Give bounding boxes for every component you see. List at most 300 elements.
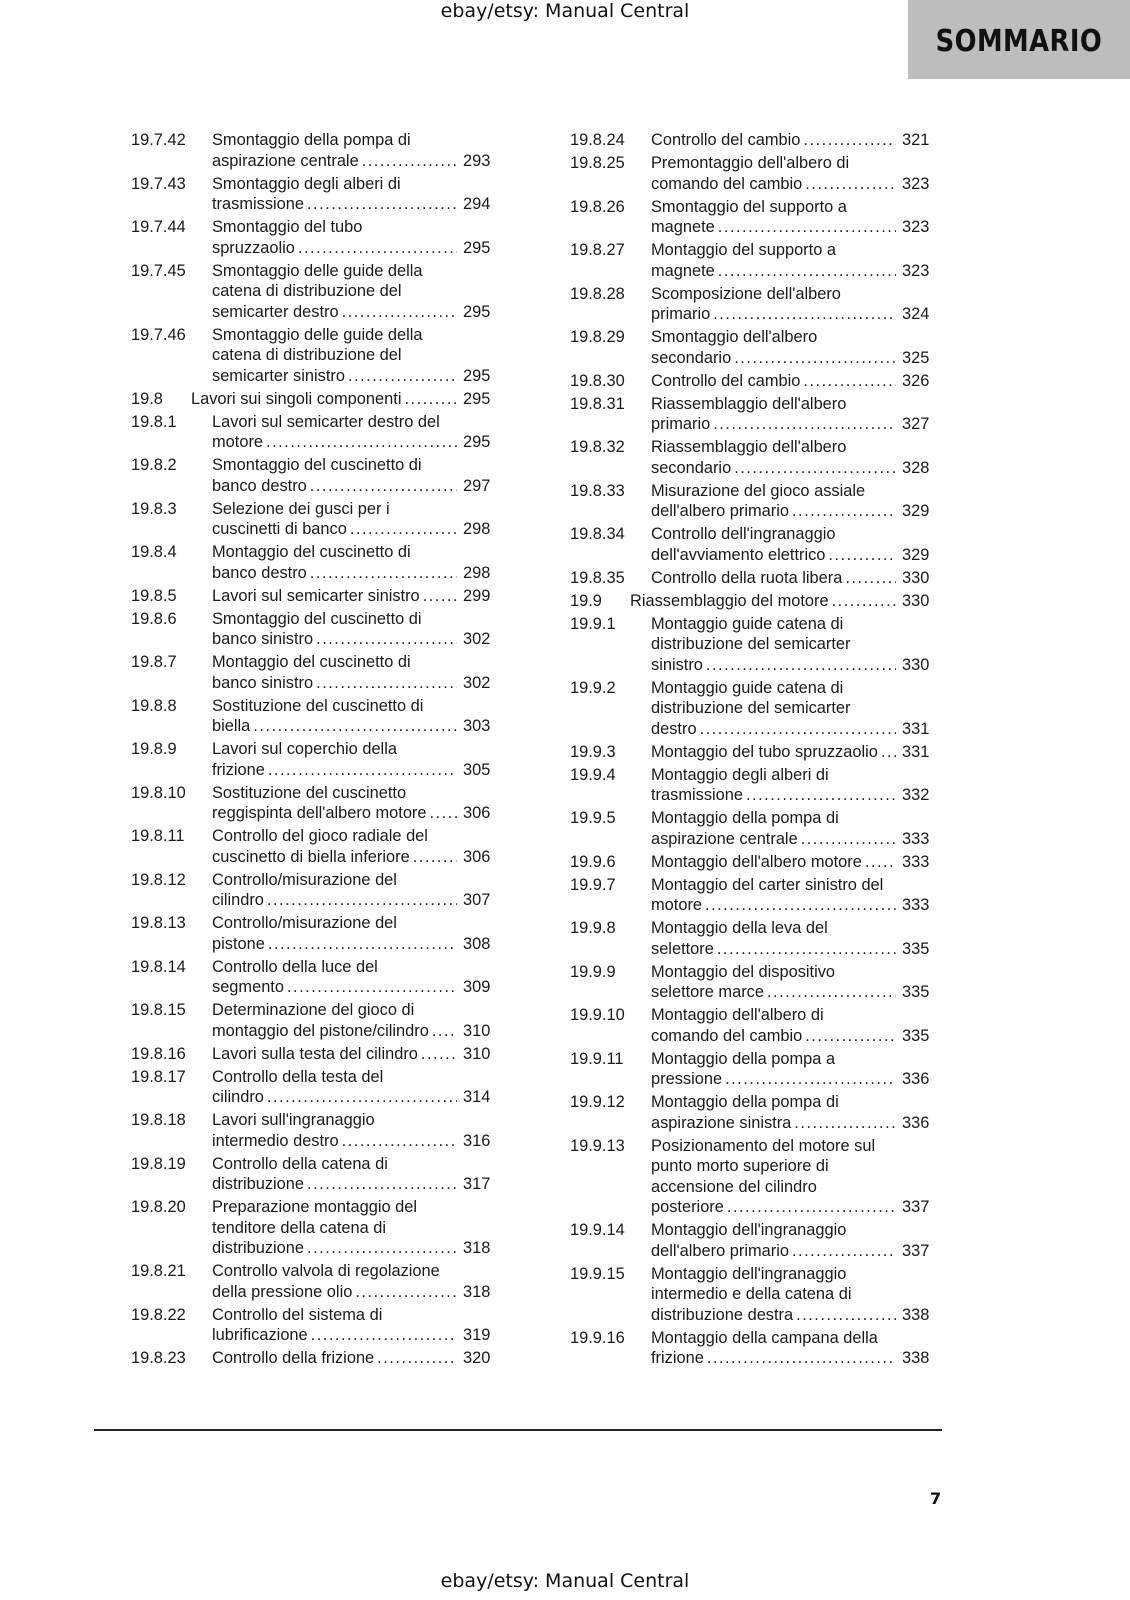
toc-entry-page: 308 [463, 934, 491, 953]
toc-entry-title-line: Controllo della testa del [212, 1067, 384, 1086]
toc-entry-page: 332 [902, 786, 930, 804]
toc-dot-leader [805, 1026, 896, 1047]
toc-entry-title-line: frizione [212, 760, 265, 779]
toc-entry-number: 19.8.24 [570, 131, 625, 149]
toc-dot-leader [348, 366, 457, 387]
toc-entry[interactable] [131, 455, 503, 496]
toc-entry-number: 19.9.12 [570, 1093, 625, 1111]
toc-dot-leader [310, 476, 457, 497]
toc-entry-page: 323 [902, 261, 930, 280]
toc-entry[interactable] [570, 1049, 942, 1090]
toc-entry-title-line: reggispinta dell'albero motore [212, 804, 427, 822]
toc-entry-number: 19.8.33 [570, 481, 625, 500]
toc-entry-number: 19.9.11 [570, 1049, 624, 1068]
toc-entry[interactable] [131, 826, 503, 867]
toc-entry-number: 19.8.27 [570, 241, 625, 259]
toc-entry-title-line: dell'albero primario [651, 502, 789, 520]
toc-dot-leader [803, 130, 896, 151]
toc-dot-leader [267, 1087, 457, 1108]
toc-entry[interactable] [570, 481, 942, 522]
toc-entry-number: 19.8.8 [131, 696, 177, 715]
toc-entry-number: 19.9.7 [570, 875, 616, 894]
toc-entry-number: 19.8.29 [570, 328, 625, 346]
toc-entry-page: 310 [463, 1021, 491, 1040]
toc-entry-number: 19.9.5 [570, 809, 616, 827]
toc-entry-page: 302 [463, 673, 491, 692]
toc-entry[interactable] [131, 412, 503, 453]
toc-entry[interactable] [570, 197, 942, 238]
toc-entry-title-line: selettore marce [651, 983, 764, 1001]
toc-entry-title-line: selettore [651, 939, 714, 958]
toc-entry-title-line: Controllo della frizione [212, 1349, 375, 1367]
toc-entry-title-line: aspirazione sinistra [651, 1113, 792, 1132]
toc-entry-title-line: trasmissione [651, 786, 743, 804]
toc-entry-title-line: Montaggio guide catena di [651, 614, 844, 633]
toc-entry-title-line: Smontaggio delle guide della [212, 325, 423, 344]
toc-entry-number: 19.8.7 [131, 653, 177, 671]
toc-entry[interactable] [570, 130, 942, 151]
toc-entry[interactable] [131, 783, 503, 824]
toc-entry-page: 323 [902, 174, 930, 193]
toc-entry[interactable] [570, 808, 942, 849]
toc-entry-page: 305 [463, 760, 491, 779]
toc-dot-leader [267, 890, 457, 911]
toc-entry-number: 19.7.45 [131, 261, 186, 280]
toc-entry-title-line: Smontaggio del cuscinetto di [212, 609, 422, 628]
toc-entry[interactable] [570, 284, 942, 325]
toc-entry-title-line: Smontaggio degli alberi di [212, 174, 401, 193]
toc-entry-page: 331 [902, 719, 930, 738]
toc-entry-title-line: pistone [212, 934, 265, 953]
toc-entry-title-line: Montaggio del cuscinetto di [212, 653, 411, 671]
toc-entry[interactable] [131, 739, 503, 780]
toc-entry-title-line: Montaggio del carter sinistro del [651, 875, 884, 894]
toc-entry-title-line: Controllo del cambio [651, 371, 801, 390]
toc-entry-title-line: Sostituzione del cuscinetto di [212, 696, 424, 715]
toc-entry-page: 331 [902, 742, 930, 761]
toc-entry-title-line: secondario [651, 348, 732, 367]
toc-entry[interactable] [570, 437, 942, 478]
toc-entry-page: 325 [902, 348, 930, 367]
toc-entry-number: 19.8.18 [131, 1111, 186, 1129]
toc-entry-title-line: Montaggio dell'albero motore [651, 852, 862, 871]
toc-entry-title-line: motore [212, 433, 264, 451]
toc-entry-number: 19.7.42 [131, 131, 186, 149]
toc-dot-leader [725, 1069, 896, 1090]
toc-entry[interactable] [570, 1328, 942, 1369]
toc-entry[interactable] [131, 609, 503, 650]
toc-entry[interactable] [570, 1220, 942, 1261]
toc-entry-number: 19.9.3 [570, 742, 616, 761]
toc-entry-title-line: Scomposizione dell'albero [651, 284, 841, 303]
toc-entry[interactable] [570, 852, 942, 873]
toc-entry-page: 328 [902, 458, 930, 477]
toc-entry-number: 19.8.14 [131, 957, 186, 976]
toc-dot-leader [342, 1131, 457, 1152]
toc-entry[interactable] [131, 586, 503, 607]
toc-entry-title-line: Montaggio della campana della [651, 1328, 878, 1347]
toc-entry-title-line: Smontaggio del supporto a [651, 197, 847, 216]
toc-dot-leader [718, 217, 896, 238]
toc-entry-number: 19.7.46 [131, 325, 186, 344]
toc-entry-title-line: montaggio del pistone/cilindro [212, 1021, 429, 1040]
toc-dot-leader [430, 803, 457, 824]
toc-entry-number: 19.8.1 [131, 412, 177, 431]
toc-entry-title-line: semicarter destro [212, 302, 339, 321]
toc-entry-title-line: Sostituzione del cuscinetto [212, 783, 407, 802]
toc-entry-title-line: Preparazione montaggio del [212, 1198, 418, 1216]
toc-entry-page: 329 [902, 545, 930, 564]
toc-entry-number: 19.8.26 [570, 197, 625, 216]
toc-entry[interactable] [570, 394, 942, 435]
toc-entry-page: 318 [463, 1239, 491, 1257]
toc-entry-title-line: dell'avviamento elettrico [651, 545, 826, 564]
toc-entry[interactable] [570, 678, 942, 740]
toc-entry-title-line: Controllo valvola di regolazione [212, 1262, 440, 1280]
toc-entry[interactable] [131, 389, 503, 410]
toc-dot-leader [298, 238, 457, 259]
toc-entry-title-line: catena di distribuzione del [212, 346, 402, 364]
toc-entry-page: 327 [902, 415, 930, 433]
toc-entry-title-line: Controllo dell'ingranaggio [651, 525, 836, 543]
toc-entry-title-line: punto morto superiore di [651, 1157, 829, 1175]
toc-entry-page: 324 [902, 305, 930, 323]
toc-entry-page: 295 [463, 389, 491, 408]
toc-entry-number: 19.8.25 [570, 154, 625, 172]
toc-dot-leader [310, 563, 457, 584]
toc-entry[interactable] [131, 1197, 503, 1259]
toc-entry-title-line: Smontaggio della pompa di [212, 131, 411, 149]
toc-entry-number: 19.8.15 [131, 1001, 186, 1019]
toc-entry-title-line: magnete [651, 218, 715, 236]
toc-entry-page: 295 [463, 302, 491, 321]
toc-entry-page: 333 [902, 852, 930, 871]
toc-dot-leader [307, 1174, 457, 1195]
toc-entry-title-line: Controllo della luce del [212, 957, 378, 976]
toc-entry[interactable] [570, 1005, 942, 1046]
toc-entry-title-line: cilindro [212, 1088, 264, 1106]
toc-entry[interactable] [131, 499, 503, 540]
toc-entry-page: 298 [463, 520, 491, 538]
toc-entry[interactable] [131, 325, 503, 387]
toc-entry[interactable] [131, 1261, 503, 1302]
toc-dot-leader [316, 629, 457, 650]
toc-entry-page: 330 [902, 655, 930, 674]
toc-dot-leader [832, 591, 896, 612]
toc-entry-number: 19.9.6 [570, 852, 616, 871]
toc-entry[interactable] [131, 957, 503, 998]
toc-entry-page: 307 [463, 891, 491, 909]
toc-entry[interactable] [570, 240, 942, 281]
toc-entry[interactable] [131, 217, 503, 258]
toc-dot-leader [727, 1197, 896, 1218]
toc-dot-leader [706, 655, 896, 676]
toc-dot-leader [767, 982, 896, 1003]
toc-entry[interactable] [570, 614, 942, 676]
toc-entry-number: 19.8.19 [131, 1154, 186, 1173]
toc-entry-title-line: Determinazione del gioco di [212, 1001, 415, 1019]
page-number: 7 [930, 1489, 942, 1508]
toc-entry[interactable] [131, 130, 503, 171]
toc-entry-number: 19.8.16 [131, 1044, 186, 1063]
toc-entry-title-line: Controllo della catena di [212, 1154, 388, 1173]
toc-entry-title-line: comando del cambio [651, 1026, 803, 1045]
toc-dot-leader [266, 432, 457, 453]
toc-dot-leader [794, 1113, 896, 1134]
toc-dot-leader [796, 1305, 896, 1326]
toc-dot-leader [307, 194, 457, 215]
toc-entry-title-line: primario [651, 305, 711, 323]
toc-entry-title-line: cilindro [212, 891, 264, 909]
toc-entry-title-line: distribuzione del semicarter [651, 635, 851, 653]
toc-entry-page: 333 [902, 896, 930, 914]
toc-entry-page: 323 [902, 218, 930, 236]
toc-entry-title-line: Riassemblaggio dell'albero [651, 394, 847, 413]
toc-entry-title-line: Lavori sui singoli componenti [191, 389, 402, 408]
toc-entry-page: 309 [463, 978, 491, 996]
toc-entry-page: 318 [463, 1282, 491, 1301]
toc-entry[interactable] [131, 1348, 503, 1369]
toc-entry-title-line: motore [651, 896, 703, 914]
toc-entry-page: 338 [902, 1349, 930, 1367]
watermark-top: ebay/etsy: Manual Central [440, 0, 690, 22]
toc-entry-number: 19.8.21 [131, 1262, 186, 1280]
toc-column-left [131, 130, 503, 1371]
toc-entry[interactable] [131, 1044, 503, 1065]
toc-entry-number: 19.9.2 [570, 678, 616, 697]
toc-entry-title-line: Premontaggio dell'albero di [651, 154, 850, 172]
toc-entry[interactable] [570, 875, 942, 916]
toc-entry-number: 19.8.17 [131, 1067, 186, 1086]
toc-entry-page: 337 [902, 1241, 930, 1260]
toc-dot-leader [713, 414, 896, 435]
toc-dot-leader [792, 1241, 896, 1262]
toc-entry-title-line: primario [651, 415, 711, 433]
toc-dot-leader [718, 261, 896, 282]
toc-entry-page: 294 [463, 195, 491, 213]
toc-entry-title-line: intermedio destro [212, 1131, 339, 1150]
toc-entry-page: 337 [902, 1198, 930, 1216]
toc-entry-number: 19.9.1 [570, 614, 616, 633]
toc-entry-title-line: semicarter sinistro [212, 366, 345, 385]
toc-entry-title-line: Montaggio degli alberi di [651, 765, 829, 784]
toc-entry[interactable] [570, 327, 942, 368]
toc-entry-title-line: Lavori sull'ingranaggio [212, 1111, 375, 1129]
toc-dot-leader [362, 151, 457, 172]
toc-entry-title-line: Controllo del cambio [651, 131, 801, 149]
toc-entry-title-line: lubrificazione [212, 1326, 308, 1344]
toc-dot-leader [342, 302, 457, 323]
toc-entry[interactable] [570, 371, 942, 392]
toc-entry-page: 310 [463, 1044, 491, 1063]
toc-entry[interactable] [570, 1092, 942, 1133]
toc-entry-title-line: Montaggio della pompa di [651, 1093, 839, 1111]
toc-entry-title-line: comando del cambio [651, 174, 803, 193]
toc-entry[interactable] [131, 652, 503, 693]
toc-entry-page: 321 [902, 131, 930, 149]
toc-entry-title-line: distribuzione destra [651, 1305, 794, 1324]
toc-entry-title-line: Montaggio dell'ingranaggio [651, 1264, 847, 1283]
toc-entry[interactable] [570, 1136, 942, 1218]
toc-entry-title-line: Montaggio del supporto a [651, 241, 836, 259]
toc-entry-title-line: Montaggio del cuscinetto di [212, 543, 411, 561]
toc-entry-page: 335 [902, 1026, 930, 1045]
toc-entry-number: 19.8.35 [570, 568, 625, 587]
toc-entry-title-line: Riassemblaggio del motore [630, 591, 829, 610]
toc-entry[interactable] [131, 696, 503, 737]
watermark-bottom: ebay/etsy: Manual Central [440, 1570, 690, 1592]
toc-entry-title-line: cuscinetto di biella inferiore [212, 847, 410, 866]
toc-entry-title-line: trasmissione [212, 195, 304, 213]
toc-entry-title-line: dell'albero primario [651, 1241, 789, 1260]
toc-entry-page: 295 [463, 366, 491, 385]
toc-dot-leader [828, 545, 896, 566]
toc-entry[interactable] [131, 261, 503, 323]
footer-rule [94, 1429, 942, 1431]
toc-entry-title-line: banco destro [212, 476, 307, 495]
toc-entry-title-line: distribuzione [212, 1175, 305, 1193]
toc-entry[interactable] [131, 1067, 503, 1108]
toc-entry-page: 306 [463, 804, 491, 822]
toc-entry[interactable] [570, 568, 942, 589]
toc-entry-title-line: accensione del cilindro [651, 1177, 817, 1196]
toc-dot-leader [845, 568, 896, 589]
toc-entry-title-line: Lavori sul semicarter destro del [212, 412, 440, 431]
toc-entry-title-line: Controllo del sistema di [212, 1305, 383, 1324]
toc-entry-title-line: Controllo/misurazione del [212, 914, 397, 932]
toc-entry-number: 19.9.10 [570, 1006, 625, 1024]
toc-entry[interactable] [131, 1154, 503, 1195]
toc-entry-number: 19.9.4 [570, 765, 616, 784]
toc-dot-leader [268, 760, 457, 781]
toc-entry-title-line: pressione [651, 1070, 723, 1088]
toc-entry-title-line: Controllo/misurazione del [212, 870, 397, 889]
toc-entry-title-line: destro [651, 719, 697, 738]
toc-entry-page: 293 [463, 151, 491, 170]
toc-dot-leader [705, 895, 896, 916]
toc-entry-number: 19.9.15 [570, 1264, 625, 1283]
toc-entry-title-line: Smontaggio del tubo [212, 218, 363, 236]
toc-entry[interactable] [570, 765, 942, 806]
toc-entry-title-line: distribuzione [212, 1239, 305, 1257]
toc-entry[interactable] [131, 1110, 503, 1151]
toc-entry-page: 330 [902, 568, 930, 587]
toc-entry-number: 19.8.31 [570, 394, 625, 413]
toc-entry-title-line: Montaggio guide catena di [651, 678, 844, 697]
toc-entry[interactable] [570, 153, 942, 194]
toc-entry-title-line: Posizionamento del motore sul [651, 1136, 876, 1155]
toc-entry-number: 19.8.13 [131, 914, 186, 932]
toc-dot-leader [355, 1282, 457, 1303]
toc-entry-title-line: Controllo della ruota libera [651, 568, 843, 587]
toc-entry-page: 336 [902, 1113, 930, 1132]
toc-entry-title-line: aspirazione centrale [651, 829, 798, 848]
toc-entry-title-line: Lavori sul semicarter sinistro [212, 586, 420, 605]
toc-entry-page: 335 [902, 939, 930, 958]
toc-entry[interactable] [570, 591, 942, 612]
toc-entry-page: 330 [902, 591, 930, 610]
toc-entry-page: 302 [463, 630, 491, 648]
toc-entry-page: 295 [463, 433, 491, 451]
toc-entry[interactable] [131, 1000, 503, 1041]
toc-dot-leader [746, 785, 896, 806]
toc-dot-leader [311, 1325, 457, 1346]
toc-entry-page: 314 [463, 1088, 491, 1106]
toc-dot-leader [423, 586, 457, 607]
toc-entry-title-line: Controllo del gioco radiale del [212, 827, 428, 845]
toc-dot-leader [287, 977, 457, 998]
toc-entry[interactable] [570, 918, 942, 959]
toc-entry[interactable] [131, 1305, 503, 1346]
toc-entry[interactable] [131, 870, 503, 911]
toc-entry-title-line: Riassemblaggio dell'albero [651, 438, 847, 456]
toc-dot-leader [432, 1021, 457, 1042]
toc-entry-title-line: Smontaggio delle guide della [212, 261, 423, 280]
toc-entry-title-line: Lavori sulla testa del cilindro [212, 1044, 418, 1063]
toc-entry[interactable] [570, 962, 942, 1003]
toc-entry-number: 19.8 [131, 389, 163, 408]
toc-entry[interactable] [131, 174, 503, 215]
toc-entry-number: 19.8.30 [570, 371, 625, 390]
toc-entry-title-line: secondario [651, 458, 732, 477]
toc-entry-number: 19.8.23 [131, 1349, 186, 1367]
toc-entry-page: 319 [463, 1326, 491, 1344]
toc-entry-title-line: spruzzaolio [212, 238, 295, 257]
toc-entry-number: 19.9.16 [570, 1328, 625, 1347]
toc-entry-number: 19.8.6 [131, 609, 177, 628]
toc-dot-leader [734, 458, 896, 479]
toc-entry-title-line: banco sinistro [212, 673, 314, 692]
toc-entry-number: 19.8.28 [570, 284, 625, 303]
toc-entry-number: 19.8.20 [131, 1198, 186, 1216]
toc-dot-leader [801, 829, 896, 850]
toc-entry-number: 19.8.34 [570, 525, 625, 543]
toc-entry-title-line: Smontaggio dell'albero [651, 328, 818, 346]
toc-dot-leader [865, 852, 896, 873]
toc-entry[interactable] [570, 742, 942, 763]
toc-entry-title-line: tenditore della catena di [212, 1218, 387, 1237]
toc-entry[interactable] [570, 1264, 942, 1326]
toc-entry-page: 317 [463, 1175, 491, 1193]
toc-entry-title-line: catena di distribuzione del [212, 282, 402, 300]
toc-entry[interactable] [131, 542, 503, 583]
toc-dot-leader [717, 939, 896, 960]
toc-entry-title-line: aspirazione centrale [212, 151, 359, 170]
toc-entry-number: 19.9 [570, 591, 602, 610]
toc-entry-number: 19.9.8 [570, 919, 616, 937]
toc-dot-leader [316, 673, 457, 694]
toc-entry-title-line: cuscinetti di banco [212, 520, 347, 538]
toc-dot-leader [307, 1238, 457, 1259]
toc-entry-page: 333 [902, 829, 930, 848]
toc-entry-title-line: posteriore [651, 1198, 724, 1216]
toc-entry-page: 297 [463, 476, 491, 495]
toc-entry-title-line: Montaggio dell'ingranaggio [651, 1221, 847, 1239]
toc-entry[interactable] [570, 524, 942, 565]
toc-dot-leader [253, 716, 457, 737]
toc-entry-title-line: frizione [651, 1349, 704, 1367]
toc-entry-page: 326 [902, 371, 930, 390]
toc-entry-number: 19.8.11 [131, 827, 185, 845]
toc-entry-number: 19.8.9 [131, 740, 177, 758]
toc-entry-page: 298 [463, 563, 491, 582]
toc-entry-page: 338 [902, 1305, 930, 1324]
toc-entry-number: 19.8.2 [131, 456, 177, 474]
toc-entry-page: 306 [463, 847, 491, 866]
toc-entry-title-line: Montaggio del dispositivo [651, 962, 836, 981]
section-tab [908, 0, 1130, 79]
toc-entry[interactable] [131, 913, 503, 954]
